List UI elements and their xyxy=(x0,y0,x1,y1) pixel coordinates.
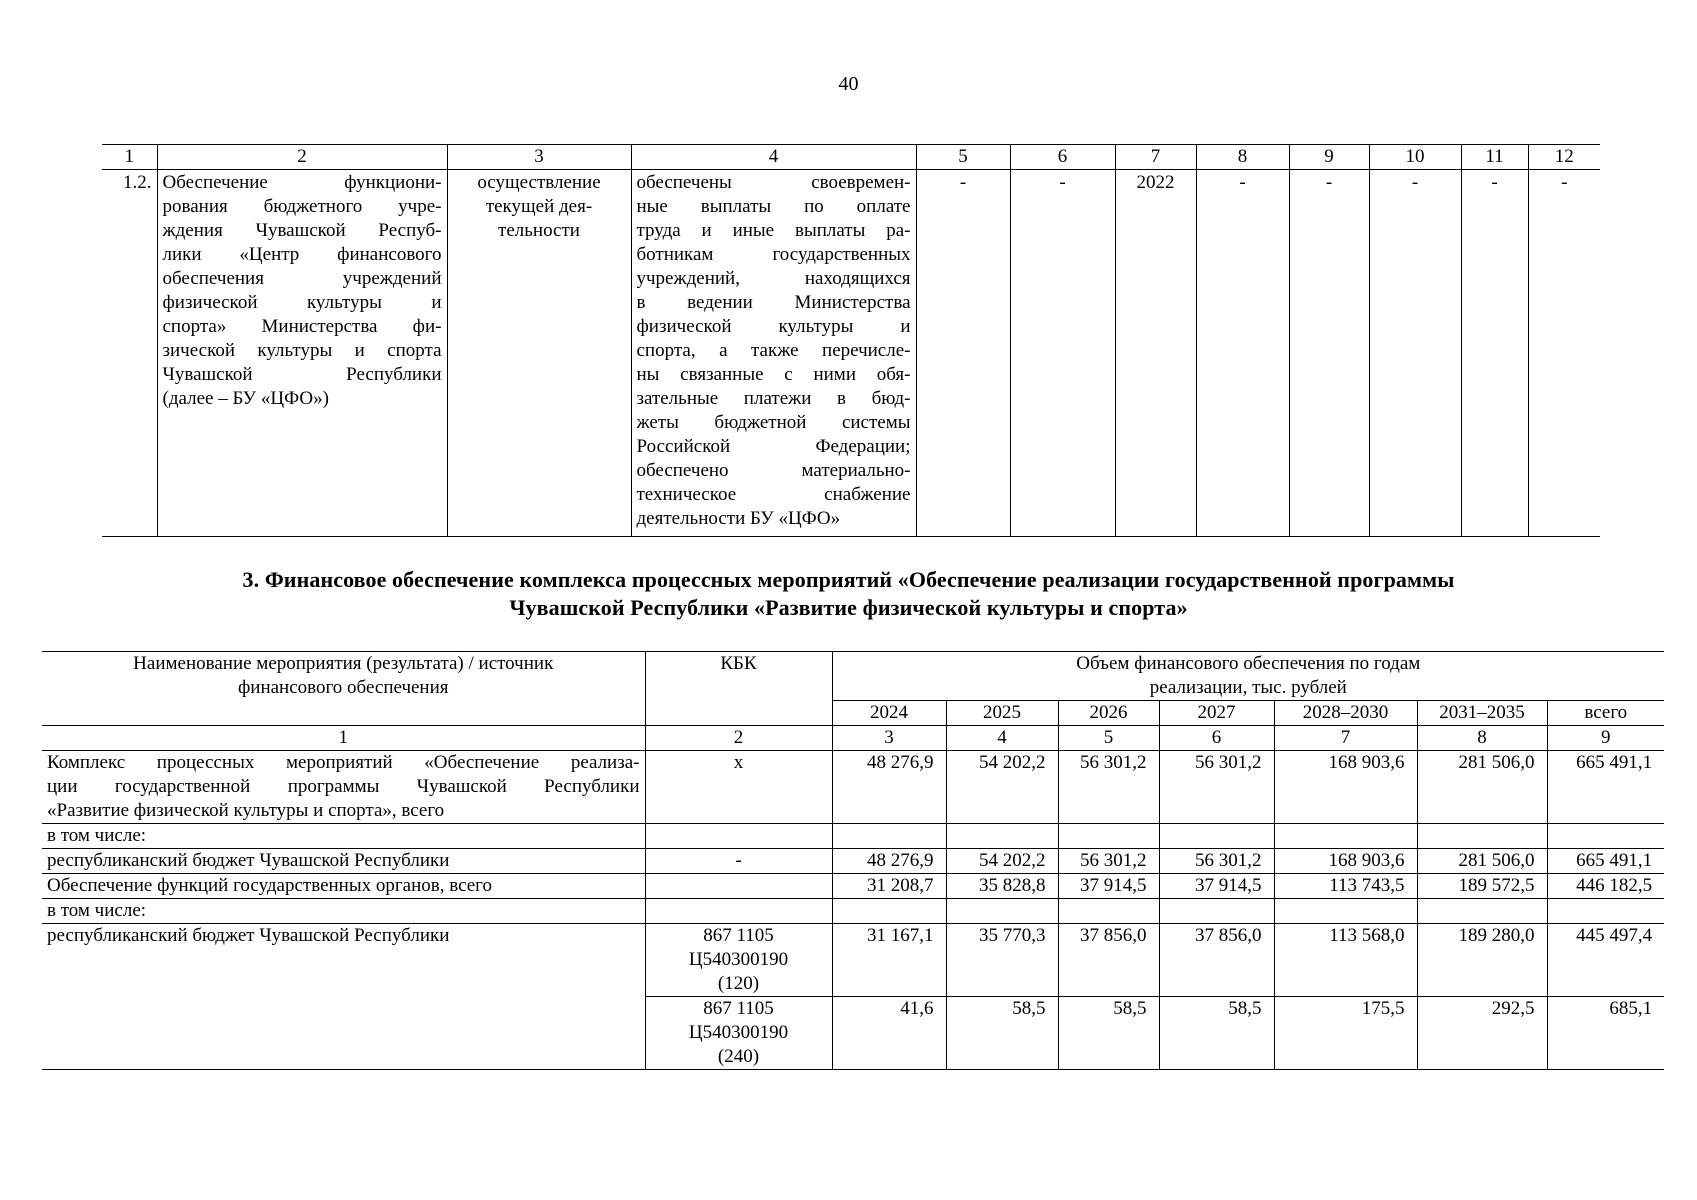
value-cell: 48 276,9 xyxy=(832,751,946,824)
name-line: обеспечения учреждений xyxy=(162,268,442,289)
result-line: зательные платежи в бюд- xyxy=(636,388,911,409)
row-name-cell xyxy=(42,751,645,824)
header-cell: 2 xyxy=(157,145,447,170)
value-cell xyxy=(1547,824,1664,849)
header-name-line: финансового обеспечения xyxy=(237,677,449,698)
header-cell: 3 xyxy=(447,145,631,170)
section-title xyxy=(0,566,1697,622)
header-volume-line: реализации, тыс. рублей xyxy=(1149,677,1347,698)
row-name-cell: республиканский бюджет Чувашской Республики xyxy=(42,849,645,874)
year-cell: 2028–2030 xyxy=(1274,701,1417,726)
result-line: Российской Федерации; xyxy=(636,436,911,457)
value-cell: 41,6 xyxy=(832,997,946,1070)
value-cell: 58,5 xyxy=(946,997,1058,1070)
value-cell: 37 914,5 xyxy=(1159,874,1274,899)
result-line: ны связанные с ними обя- xyxy=(636,364,911,385)
value-cell xyxy=(1058,899,1159,924)
type-line: тельности xyxy=(498,220,580,241)
year-cell: 2026 xyxy=(1058,701,1159,726)
value-cell: 281 506,0 xyxy=(1417,751,1547,824)
col-number: 5 xyxy=(1058,726,1159,751)
value-cell: 665 491,1 xyxy=(1547,849,1664,874)
col11-cell: - xyxy=(1461,170,1528,537)
value-cell: 31 208,7 xyxy=(832,874,946,899)
header-volume-line: Объем финансового обеспечения по годам xyxy=(1076,653,1421,674)
value-cell: 35 770,3 xyxy=(946,924,1058,997)
name-line: рования бюджетного учре- xyxy=(162,196,442,217)
kbk-line: Ц540300190 xyxy=(688,949,789,970)
value-cell: 58,5 xyxy=(1058,997,1159,1070)
value-cell xyxy=(832,899,946,924)
col-number: 8 xyxy=(1417,726,1547,751)
header-name-cell xyxy=(42,652,645,726)
name-line: (далее – БУ «ЦФО») xyxy=(162,388,329,409)
value-cell: 113 568,0 xyxy=(1274,924,1417,997)
result-line: в ведении Министерства xyxy=(636,292,911,313)
name-line: ждения Чувашской Респуб- xyxy=(162,220,442,241)
row-name-line: Комплекс процессных мероприятий «Обеспечение реализа- xyxy=(47,752,640,773)
name-line: спорта» Министерства фи- xyxy=(162,316,442,337)
col-number: 9 xyxy=(1547,726,1664,751)
column-numbers-row xyxy=(42,726,1664,751)
value-cell xyxy=(1159,899,1274,924)
value-cell: 189 572,5 xyxy=(1417,874,1547,899)
year-cell: 2027 xyxy=(1159,701,1274,726)
header-cell: 9 xyxy=(1289,145,1369,170)
table-row xyxy=(42,824,1664,849)
col-number: 6 xyxy=(1159,726,1274,751)
row-number: 1.2. xyxy=(102,170,157,537)
col6-cell: - xyxy=(1010,170,1115,537)
kbk-cell: - xyxy=(645,849,832,874)
header-name-line: Наименование мероприятия (результата) / источник xyxy=(133,653,554,674)
col-number: 7 xyxy=(1274,726,1417,751)
result-line: ботникам государственных xyxy=(636,244,911,265)
result-line: спорта, а также перечисле- xyxy=(636,340,911,361)
activity-result-cell xyxy=(631,170,916,537)
col-number: 1 xyxy=(42,726,645,751)
kbk-line: 867 1105 xyxy=(703,998,774,1019)
col12-cell: - xyxy=(1528,170,1600,537)
value-cell: 37 856,0 xyxy=(1159,924,1274,997)
value-cell xyxy=(1417,899,1547,924)
name-line: лики «Центр финансового xyxy=(162,244,442,265)
row-name-cell: Обеспечение функций государственных органов, всего xyxy=(42,874,645,899)
row-name-line: «Развитие физической культуры и спорта», всего xyxy=(47,800,445,821)
table-row xyxy=(42,874,1664,899)
section-title-line: Чувашской Республики «Развитие физической культуры и спорта» xyxy=(509,595,1188,620)
value-cell: 35 828,8 xyxy=(946,874,1058,899)
row-name-line: ции государственной программы Чувашской Республики xyxy=(47,776,640,797)
col8-cell: - xyxy=(1196,170,1289,537)
table-row xyxy=(42,924,1664,997)
table-row xyxy=(42,849,1664,874)
value-cell xyxy=(1274,899,1417,924)
result-line: обеспечены своевремен- xyxy=(636,172,911,193)
value-cell: 37 856,0 xyxy=(1058,924,1159,997)
value-cell xyxy=(946,824,1058,849)
kbk-line: (120) xyxy=(717,973,760,994)
activity-name-cell xyxy=(157,170,447,537)
table-row xyxy=(42,751,1664,824)
value-cell xyxy=(1058,824,1159,849)
col7-cell: 2022 xyxy=(1115,170,1196,537)
value-cell: 665 491,1 xyxy=(1547,751,1664,824)
col10-cell: - xyxy=(1369,170,1461,537)
col-number: 3 xyxy=(832,726,946,751)
name-line: Обеспечение функциони- xyxy=(162,172,442,193)
value-cell xyxy=(1274,824,1417,849)
year-cell: всего xyxy=(1547,701,1664,726)
header-cell: 1 xyxy=(102,145,157,170)
result-line: техническое снабжение xyxy=(636,484,911,505)
kbk-cell xyxy=(645,824,832,849)
activity-row xyxy=(102,170,1600,537)
value-cell: 168 903,6 xyxy=(1274,849,1417,874)
value-cell: 54 202,2 xyxy=(946,751,1058,824)
value-cell: 37 914,5 xyxy=(1058,874,1159,899)
value-cell: 31 167,1 xyxy=(832,924,946,997)
value-cell: 113 743,5 xyxy=(1274,874,1417,899)
kbk-cell xyxy=(645,924,832,997)
header-cell: 6 xyxy=(1010,145,1115,170)
value-cell: 292,5 xyxy=(1417,997,1547,1070)
name-line: физической культуры и xyxy=(162,292,442,313)
value-cell: 281 506,0 xyxy=(1417,849,1547,874)
header-volume-cell xyxy=(832,652,1664,701)
value-cell: 56 301,2 xyxy=(1058,751,1159,824)
col5-cell: - xyxy=(916,170,1010,537)
value-cell: 189 280,0 xyxy=(1417,924,1547,997)
row-name-cell: в том числе: xyxy=(42,824,645,849)
header-cell: 7 xyxy=(1115,145,1196,170)
type-line: осуществление xyxy=(477,172,601,193)
result-line: жеты бюджетной системы xyxy=(636,412,911,433)
value-cell xyxy=(1547,899,1664,924)
header-cell: 4 xyxy=(631,145,916,170)
header-kbk-cell: КБК xyxy=(645,652,832,726)
col9-cell: - xyxy=(1289,170,1369,537)
result-line: труда и иные выплаты ра- xyxy=(636,220,911,241)
value-cell: 56 301,2 xyxy=(1159,849,1274,874)
result-line: учреждений, находящихся xyxy=(636,268,911,289)
value-cell: 56 301,2 xyxy=(1159,751,1274,824)
header-cell: 12 xyxy=(1528,145,1600,170)
year-cell: 2024 xyxy=(832,701,946,726)
header-cell: 11 xyxy=(1461,145,1528,170)
value-cell: 58,5 xyxy=(1159,997,1274,1070)
row-name-cell: в том числе: xyxy=(42,899,645,924)
value-cell: 445 497,4 xyxy=(1547,924,1664,997)
kbk-cell xyxy=(645,997,832,1070)
header-cell: 8 xyxy=(1196,145,1289,170)
kbk-line: 867 1105 xyxy=(703,925,774,946)
kbk-line: (240) xyxy=(717,1046,760,1067)
year-cell: 2031–2035 xyxy=(1417,701,1547,726)
row-name-cell xyxy=(42,997,645,1070)
result-line: деятельности БУ «ЦФО» xyxy=(636,508,841,529)
result-line: ные выплаты по оплате xyxy=(636,196,911,217)
value-cell xyxy=(1417,824,1547,849)
table-row xyxy=(42,997,1664,1070)
activities-table xyxy=(102,144,1600,537)
financing-table xyxy=(42,651,1664,1070)
value-cell: 685,1 xyxy=(1547,997,1664,1070)
result-line: физической культуры и xyxy=(636,316,911,337)
value-cell: 56 301,2 xyxy=(1058,849,1159,874)
kbk-cell: х xyxy=(645,751,832,824)
kbk-line: Ц540300190 xyxy=(688,1022,789,1043)
section-title-line: 3. Финансовое обеспечение комплекса процессных мероприятий «Обеспечение реализации государственной программы xyxy=(242,567,1455,592)
header-cell: 10 xyxy=(1369,145,1461,170)
kbk-cell xyxy=(645,899,832,924)
name-line: Чувашской Республики xyxy=(162,364,442,385)
value-cell xyxy=(832,824,946,849)
type-line: текущей дея- xyxy=(485,196,593,217)
value-cell xyxy=(946,899,1058,924)
col-number: 2 xyxy=(645,726,832,751)
value-cell: 175,5 xyxy=(1274,997,1417,1070)
value-cell: 48 276,9 xyxy=(832,849,946,874)
year-cell: 2025 xyxy=(946,701,1058,726)
kbk-cell xyxy=(645,874,832,899)
table-row xyxy=(42,899,1664,924)
activities-header-row xyxy=(102,145,1600,170)
activity-type-cell xyxy=(447,170,631,537)
row-name-cell: республиканский бюджет Чувашской Республики xyxy=(42,924,645,997)
financing-header-row xyxy=(42,652,1664,701)
name-line: зической культуры и спорта xyxy=(162,340,442,361)
col-number: 4 xyxy=(946,726,1058,751)
result-line: обеспечено материально- xyxy=(636,460,911,481)
value-cell: 54 202,2 xyxy=(946,849,1058,874)
page-number: 40 xyxy=(838,73,859,95)
value-cell: 446 182,5 xyxy=(1547,874,1664,899)
header-cell: 5 xyxy=(916,145,1010,170)
value-cell xyxy=(1159,824,1274,849)
value-cell: 168 903,6 xyxy=(1274,751,1417,824)
